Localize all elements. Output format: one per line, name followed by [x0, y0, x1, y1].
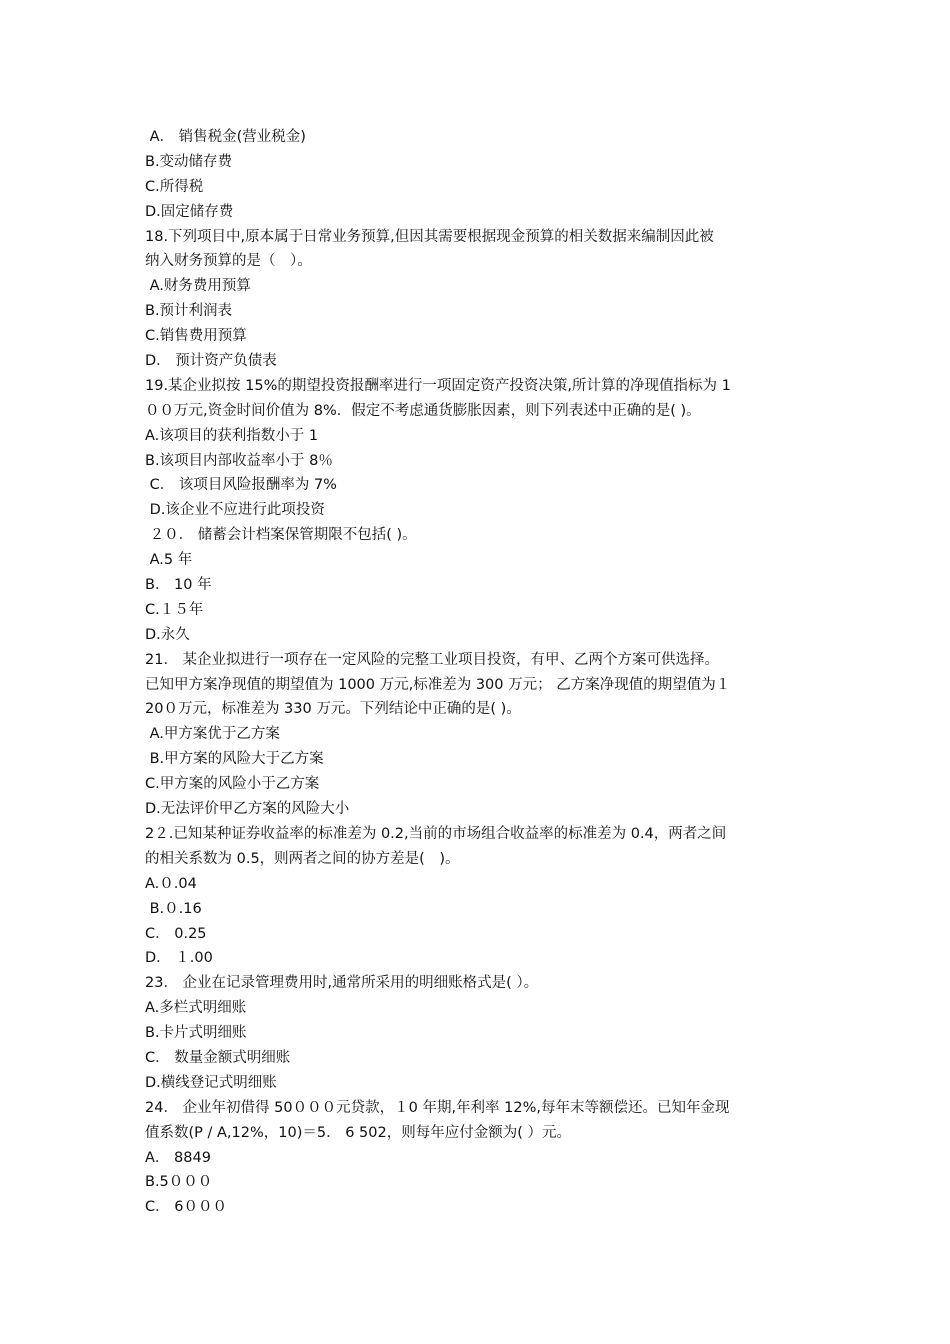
question-text: 19.某企业拟按 15%的期望投资报酬率进行一项固定资产投资决策,所计算的净现值指标为 1 — [145, 377, 731, 394]
option-text: C． 6０００ — [145, 1199, 227, 1216]
question-text: 的相关系数为 0.5，则两者之间的协方差是( )。 — [145, 850, 460, 867]
text-line: C.所得税 — [145, 178, 204, 195]
option-text: D.该企业不应进行此项投资 — [145, 502, 325, 519]
option-text: C． 数量金额式明细账 — [145, 1049, 291, 1066]
option-text: B.０.16 — [145, 900, 202, 917]
question-text: 20０万元，标准差为 330 万元。下列结论中正确的是( )。 — [145, 701, 521, 718]
option-text: B.5０００ — [145, 1174, 213, 1191]
option-text: D.无法评价甲乙方案的风险大小 — [145, 801, 350, 818]
option-text: D． 预计资产负债表 — [145, 353, 277, 370]
option-text: B.甲方案的风险大于乙方案 — [145, 751, 324, 768]
question-text: 值系数(P / A,12%，10)＝5． 6 502，则每年应付金额为( ）元。 — [145, 1124, 571, 1141]
option-text: B． 10 年 — [145, 577, 212, 594]
option-text: A.多栏式明细账 — [145, 1000, 247, 1017]
option-text: A.该项目的获利指数小于 1 — [145, 427, 319, 444]
question-text: 纳入财务预算的是（ ）。 — [145, 253, 312, 270]
option-text: C． 该项目风险报酬率为 7% — [145, 477, 337, 494]
option-text: A.甲方案优于乙方案 — [145, 726, 280, 743]
question-text: 2２.已知某种证券收益率的标准差为 0.2,当前的市场组合收益率的标准差为 0.4，两者之间 — [145, 825, 727, 842]
option-text: C． 0.25 — [145, 925, 207, 942]
option-text: C.销售费用预算 — [145, 328, 247, 345]
text-line: B.变动储存费 — [145, 153, 233, 170]
option-text: C.１５年 — [145, 601, 204, 618]
option-text: B.该项目内部收益率小于 8％ — [145, 452, 333, 469]
option-text: D.永久 — [145, 626, 190, 643]
option-text: A.０.04 — [145, 875, 197, 892]
question-text: 23． 企业在记录管理费用时,通常所采用的明细账格式是( ）。 — [145, 975, 539, 992]
option-text: B.预计利润表 — [145, 303, 233, 320]
question-text: 24． 企业年初借得 50０００元贷款，１0 年期,年利率 12%,每年末等额偿还。已知年金现 — [145, 1099, 730, 1116]
text-line: A． 销售税金(营业税金) — [145, 129, 306, 145]
option-text: D． １.00 — [145, 950, 213, 967]
question-text: ２０． 储蓄会计档案保管期限不包括( )。 — [145, 527, 417, 544]
document-body — [145, 125, 810, 1220]
option-text: A.5 年 — [145, 552, 193, 569]
question-text: 18.下列项目中,原本属于日常业务预算,但因其需要根据现金预算的相关数据来编制因此被 — [145, 228, 714, 245]
question-text: 已知甲方案净现值的期望值为 1000 万元,标准差为 300 万元； 乙方案净现值的期望值为１ — [145, 676, 731, 693]
text-line: D.固定储存费 — [145, 203, 234, 220]
option-text: B.卡片式明细账 — [145, 1025, 247, 1042]
question-text: ００万元,资金时间价值为 8%．假定不考虑通货膨胀因素，则下列表述中正确的是( )。 — [145, 402, 701, 419]
option-text: A． 8849 — [145, 1149, 211, 1166]
option-text: C.甲方案的风险小于乙方案 — [145, 776, 320, 793]
option-text: D.横线登记式明细账 — [145, 1074, 277, 1091]
question-text: 21． 某企业拟进行一项存在一定风险的完整工业项目投资，有甲、乙两个方案可供选择。 — [145, 651, 720, 668]
option-text: A.财务费用预算 — [145, 278, 251, 295]
